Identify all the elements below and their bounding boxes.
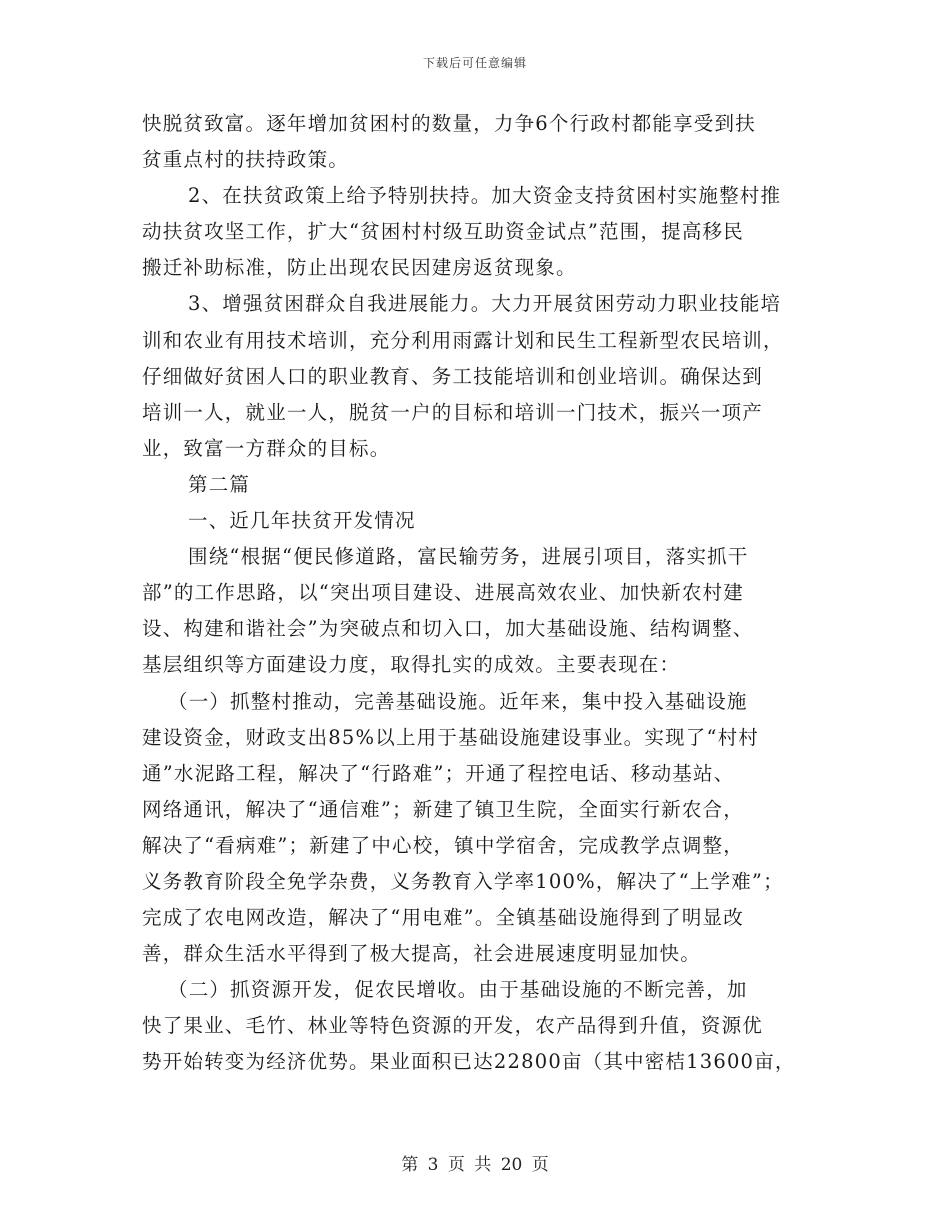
document-body [142,106,810,1081]
text-line: 解决了“看病难”；新建了中心校，镇中学宿舍，完成教学点调整， [142,833,744,857]
page-header: 下载后可任意编辑 [422,56,527,70]
text-line: 搬迁补助标准，防止出现农民因建房返贫现象。 [142,256,577,280]
text-line: 围绕“根据“便民修道路，富民输劳务，进展引项目，落实抓干 [188,545,749,569]
page-footer: 第 3 页 共 20 页 [401,1155,549,1175]
text-line: 仔细做好贫困人口的职业教育、务工技能培训和创业培训。确保达到 [142,364,764,388]
text-line: 善，群众生活水平得到了极大提高，社会进展速度明显加快。 [142,942,701,966]
text-line: 动扶贫攻坚工作，扩大“贫困村村级互助资金试点”范围，提高移民 [142,220,744,244]
text-line: 建设资金，财政支出85%以上用于基础设施建设事业。实现了“村村 [142,725,760,749]
text-line: 快了果业、毛竹、林业等特色资源的开发，农产品得到升值，资源优 [142,1014,764,1038]
text-line: 网络通讯，解决了“通信难”；新建了镇卫生院，全面实行新农合， [142,797,744,821]
text-line: 2、在扶贫政策上给予特别扶持。加大资金支持贫困村实施整村推 [188,184,782,208]
text-line: 一、近几年扶贫开发情况 [188,509,416,533]
text-line: （二）抓资源开发，促农民增收。由于基础设施的不断完善，加 [168,978,748,1002]
text-line: 基层组织等方面建设力度，取得扎实的成效。主要表现在： [142,653,681,677]
text-line: 通”水泥路工程，解决了“行路难”；开通了程控电话、移动基站、 [142,761,735,785]
text-line: 势开始转变为经济优势。果业面积已达22800亩（其中密桔13600亩， [142,1050,796,1074]
text-line: 训和农业有用技术培训，充分利用雨露计划和民生工程新型农民培训， [142,328,784,352]
text-line: 培训一人，就业一人，脱贫一户的目标和培训一门技术，振兴一项产 [142,400,764,424]
text-line: 第二篇 [188,472,251,496]
text-line: 义务教育阶段全免学杂费，义务教育入学率100%，解决了“上学难”； [142,869,784,893]
text-line: 业，致富一方群众的目标。 [142,436,391,460]
text-line: 设、构建和谐社会”为突破点和切入口，加大基础设施、结构调整、 [142,617,754,641]
text-line: 部”的工作思路，以“突出项目建设、进展高效农业、加快新农村建 [142,581,744,605]
text-line: （一）抓整村推动，完善基础设施。近年来，集中投入基础设施 [168,689,748,713]
text-line: 3、增强贫困群众自我进展能力。大力开展贫困劳动力职业技能培 [188,292,782,316]
text-line: 贫重点村的扶持政策。 [142,148,350,172]
text-line: 完成了农电网改造，解决了“用电难”。全镇基础设施得到了明显改 [142,906,744,930]
text-line: 快脱贫致富。逐年增加贫困村的数量，力争6个行政村都能享受到扶 [142,112,756,135]
